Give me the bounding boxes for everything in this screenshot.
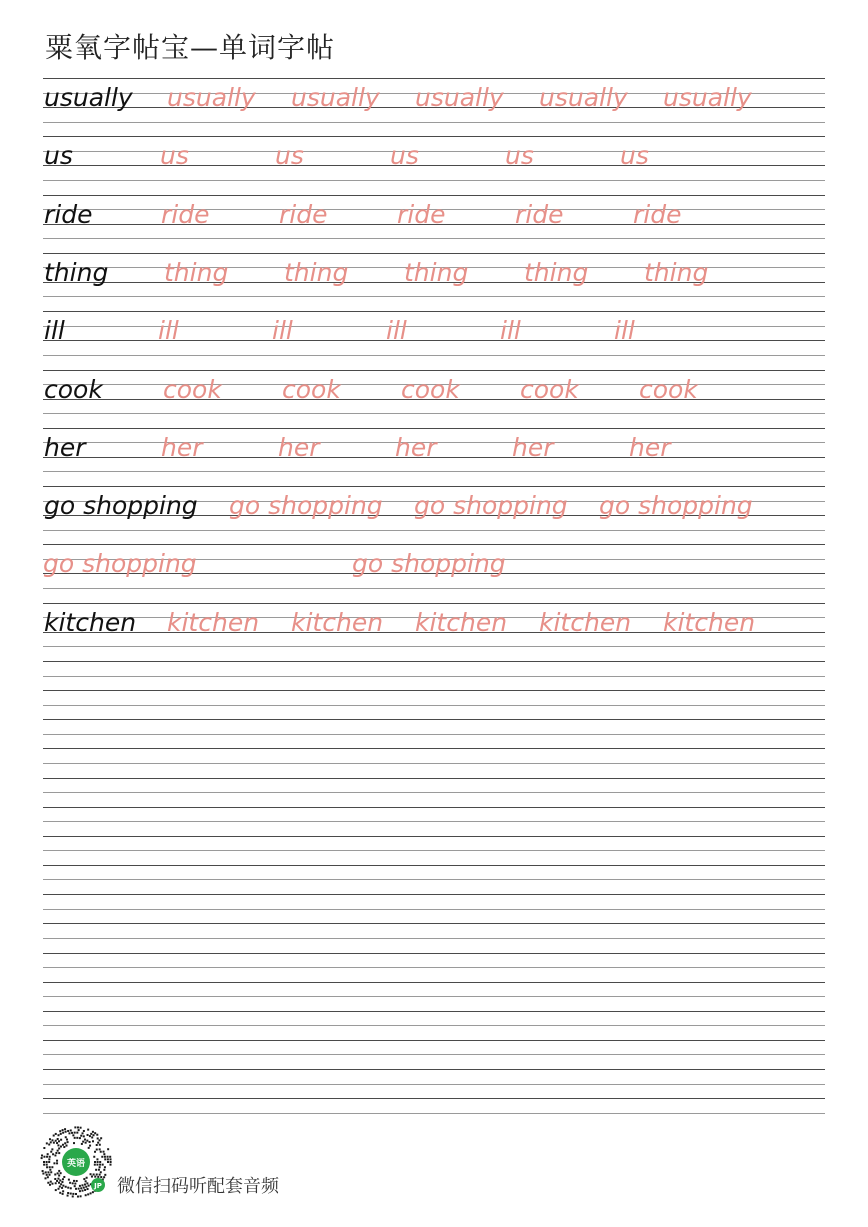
trace-word: her <box>395 432 437 462</box>
trace-word: cook <box>520 374 579 404</box>
ruled-line <box>43 748 825 749</box>
trace-word: kitchen <box>415 607 508 637</box>
trace-word: thing <box>404 257 469 287</box>
ruled-line <box>43 78 825 79</box>
trace-word: usually <box>291 83 380 112</box>
trace-word: us <box>390 141 419 171</box>
trace-word: usually <box>539 83 628 112</box>
trace-word: kitchen <box>167 607 260 637</box>
trace-word: her <box>512 432 554 462</box>
trace-word: ride <box>161 199 210 229</box>
ruled-line <box>43 821 825 822</box>
trace-word: us <box>620 141 649 171</box>
trace-word: ride <box>279 199 328 229</box>
ruled-line <box>43 486 825 487</box>
ruled-line <box>43 1054 825 1055</box>
ruled-line <box>43 778 825 779</box>
model-word: ill <box>44 316 65 346</box>
ruled-line <box>43 588 825 589</box>
ruled-line <box>43 676 825 677</box>
ruled-line <box>43 530 825 531</box>
trace-word: cook <box>639 374 698 404</box>
trace-word: thing <box>524 257 589 287</box>
trace-word: ill <box>614 316 635 346</box>
trace-word: thing <box>644 257 709 287</box>
trace-word: usually <box>415 83 504 112</box>
ruled-line <box>43 909 825 910</box>
trace-word: go shopping <box>352 549 506 579</box>
ruled-line <box>43 1011 825 1012</box>
trace-word: thing <box>164 257 229 287</box>
trace-word: her <box>161 432 203 462</box>
ruled-line <box>43 311 825 312</box>
ruled-line <box>43 850 825 851</box>
trace-word: cook <box>282 374 341 404</box>
trace-word: us <box>505 141 534 171</box>
trace-word: kitchen <box>539 607 632 637</box>
ruled-line <box>43 136 825 137</box>
ruled-line <box>43 603 825 604</box>
trace-word: ill <box>386 316 407 346</box>
trace-word: thing <box>284 257 349 287</box>
trace-word: usually <box>167 83 256 112</box>
qr-code-icon[interactable] <box>40 1126 112 1198</box>
ruled-line <box>43 471 825 472</box>
ruled-line <box>43 953 825 954</box>
ruled-line <box>43 836 825 837</box>
qr-label: 英语 <box>66 1159 86 1169</box>
ruled-line <box>43 879 825 880</box>
trace-word: ill <box>158 316 179 346</box>
ruled-line <box>43 705 825 706</box>
trace-word: go shopping <box>414 491 568 521</box>
trace-word: cook <box>401 374 460 404</box>
trace-word: us <box>275 141 304 171</box>
trace-word: ride <box>633 199 682 229</box>
model-word: cook <box>44 374 103 404</box>
ruled-line <box>43 894 825 895</box>
ruled-line <box>43 792 825 793</box>
footer <box>40 1126 440 1206</box>
ruled-line <box>43 646 825 647</box>
trace-word: ill <box>272 316 293 346</box>
ruled-line <box>43 238 825 239</box>
trace-word: go shopping <box>43 549 197 579</box>
ruled-line <box>43 1113 825 1114</box>
trace-word: ill <box>500 316 521 346</box>
trace-word: cook <box>163 374 222 404</box>
ruled-line <box>43 413 825 414</box>
trace-word: ride <box>397 199 446 229</box>
trace-word: kitchen <box>663 607 756 637</box>
ruled-line <box>43 1084 825 1085</box>
trace-word: her <box>278 432 320 462</box>
ruled-line <box>43 923 825 924</box>
ruled-line <box>43 938 825 939</box>
model-word: us <box>44 141 73 171</box>
trace-word: go shopping <box>229 491 383 521</box>
model-word: her <box>44 432 86 462</box>
ruled-line <box>43 763 825 764</box>
ruled-line <box>43 428 825 429</box>
model-word: kitchen <box>44 607 137 637</box>
qr-badge: JP <box>94 1182 102 1190</box>
trace-word: her <box>629 432 671 462</box>
ruled-line <box>43 1040 825 1041</box>
ruled-line <box>43 1098 825 1099</box>
trace-word: us <box>160 141 189 171</box>
ruled-line <box>43 807 825 808</box>
model-word: thing <box>44 257 109 287</box>
ruled-line <box>43 544 825 545</box>
ruled-line <box>43 996 825 997</box>
model-word: usually <box>44 83 133 112</box>
trace-word: ride <box>515 199 564 229</box>
trace-word: usually <box>663 83 752 112</box>
model-word: go shopping <box>44 491 198 521</box>
ruled-line <box>43 180 825 181</box>
ruled-line <box>43 661 825 662</box>
ruled-line <box>43 1069 825 1070</box>
ruled-line <box>43 253 825 254</box>
ruled-line <box>43 195 825 196</box>
ruled-line <box>43 1025 825 1026</box>
model-word: ride <box>44 199 93 229</box>
ruled-line <box>43 355 825 356</box>
ruled-line <box>43 734 825 735</box>
ruled-line <box>43 370 825 371</box>
ruled-line <box>43 122 825 123</box>
trace-word: go shopping <box>599 491 753 521</box>
ruled-line <box>43 982 825 983</box>
ruled-line <box>43 296 825 297</box>
trace-word: kitchen <box>291 607 384 637</box>
ruled-line <box>43 690 825 691</box>
ruled-line <box>43 967 825 968</box>
page-title: 粟氧字帖宝—单词字帖 <box>45 31 336 64</box>
ruled-line <box>43 719 825 720</box>
footer-text: 微信扫码听配套音频 <box>117 1176 279 1197</box>
ruled-line <box>43 865 825 866</box>
